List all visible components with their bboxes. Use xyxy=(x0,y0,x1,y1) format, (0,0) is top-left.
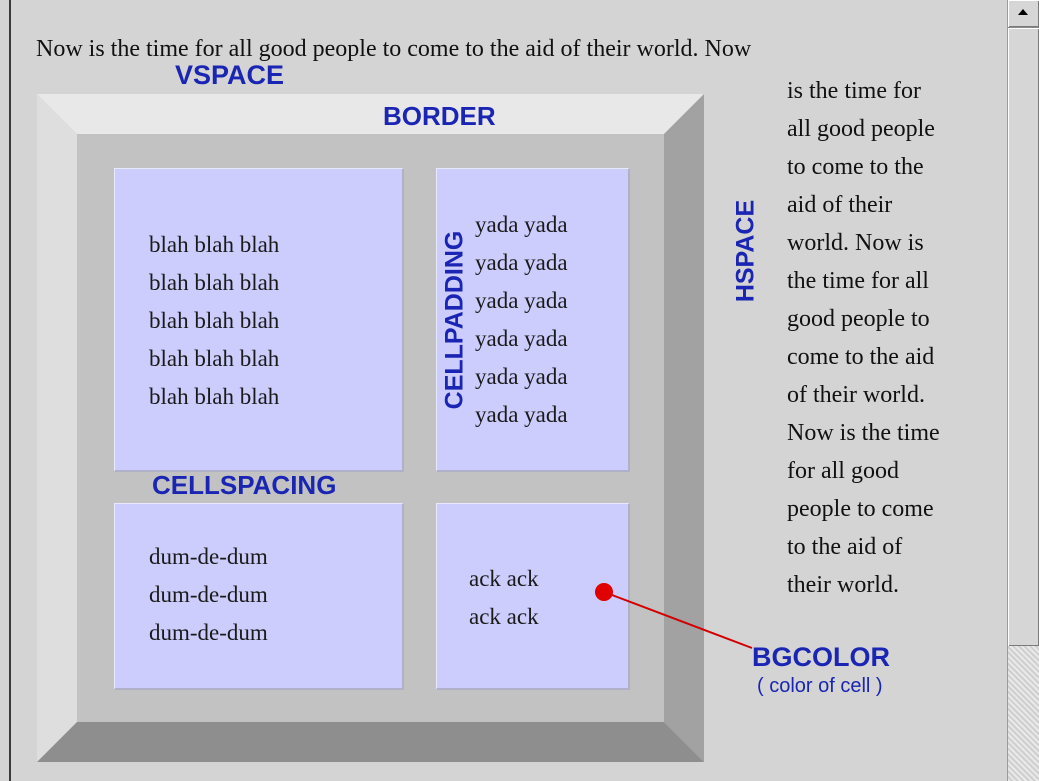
scrollbar-thumb[interactable] xyxy=(1008,28,1039,646)
text-line: blah blah blah xyxy=(149,384,280,409)
text-line: ack ack xyxy=(469,604,539,629)
text-line: yada yada xyxy=(475,364,568,389)
bgcolor-pointer xyxy=(590,578,760,658)
text-line: their world. xyxy=(787,572,899,598)
border-label: BORDER xyxy=(383,101,496,131)
text-line: for all good xyxy=(787,458,899,484)
cell-bottom-left-text xyxy=(149,538,268,652)
pointer-line xyxy=(604,592,752,648)
bevel-bottom-face xyxy=(37,722,704,762)
intro-text-line: Now is the time for all good people to come to the aid of their world. Now xyxy=(36,36,752,62)
bgcolor-note: ( color of cell ) xyxy=(757,675,883,697)
bgcolor-label: BGCOLOR xyxy=(752,642,890,672)
text-line: aid of their xyxy=(787,192,893,218)
text-line: yada yada xyxy=(475,288,568,313)
text-line: yada yada xyxy=(475,250,568,275)
bevel-right-face xyxy=(664,94,704,762)
text-line: come to the aid xyxy=(787,344,935,370)
cell-top-left-text xyxy=(149,226,279,416)
cellpadding-label: CELLPADDING xyxy=(440,230,469,410)
text-line: all good people xyxy=(787,116,935,142)
text-line: blah blah blah xyxy=(149,270,280,295)
scroll-up-button[interactable] xyxy=(1008,0,1039,28)
text-line: ack ack xyxy=(469,566,539,591)
cellspacing-label: CELLSPACING xyxy=(152,470,337,500)
text-line: yada yada xyxy=(475,212,568,237)
text-line: yada yada xyxy=(475,326,568,351)
text-line: of their world. xyxy=(787,382,925,408)
text-line: blah blah blah xyxy=(149,346,280,371)
vspace-label: VSPACE xyxy=(175,60,285,90)
text-line: dum-de-dum xyxy=(149,544,268,569)
bevel-left-face xyxy=(37,94,77,762)
text-line: dum-de-dum xyxy=(149,620,268,645)
hspace-label: HSPACE xyxy=(731,199,760,303)
cell-bottom-right-text xyxy=(469,560,539,636)
text-line: yada yada xyxy=(475,402,568,427)
text-line: people to come xyxy=(787,496,934,522)
triangle-up-icon xyxy=(1018,9,1028,15)
text-line: the time for all xyxy=(787,268,929,294)
pointer-dot xyxy=(595,583,613,601)
wrapped-text-column xyxy=(787,72,940,604)
left-border-rule xyxy=(9,0,11,781)
text-line: to come to the xyxy=(787,154,924,180)
text-line: Now is the time xyxy=(787,420,940,446)
text-line: good people to xyxy=(787,306,930,332)
text-line: is the time for xyxy=(787,78,921,104)
text-line: blah blah blah xyxy=(149,308,280,333)
text-line: dum-de-dum xyxy=(149,582,268,607)
bevel-top-face xyxy=(37,94,704,134)
cell-top-right-text xyxy=(475,206,568,434)
text-line: blah blah blah xyxy=(149,232,280,257)
text-line: world. Now is xyxy=(787,230,924,256)
text-line: to the aid of xyxy=(787,534,903,560)
